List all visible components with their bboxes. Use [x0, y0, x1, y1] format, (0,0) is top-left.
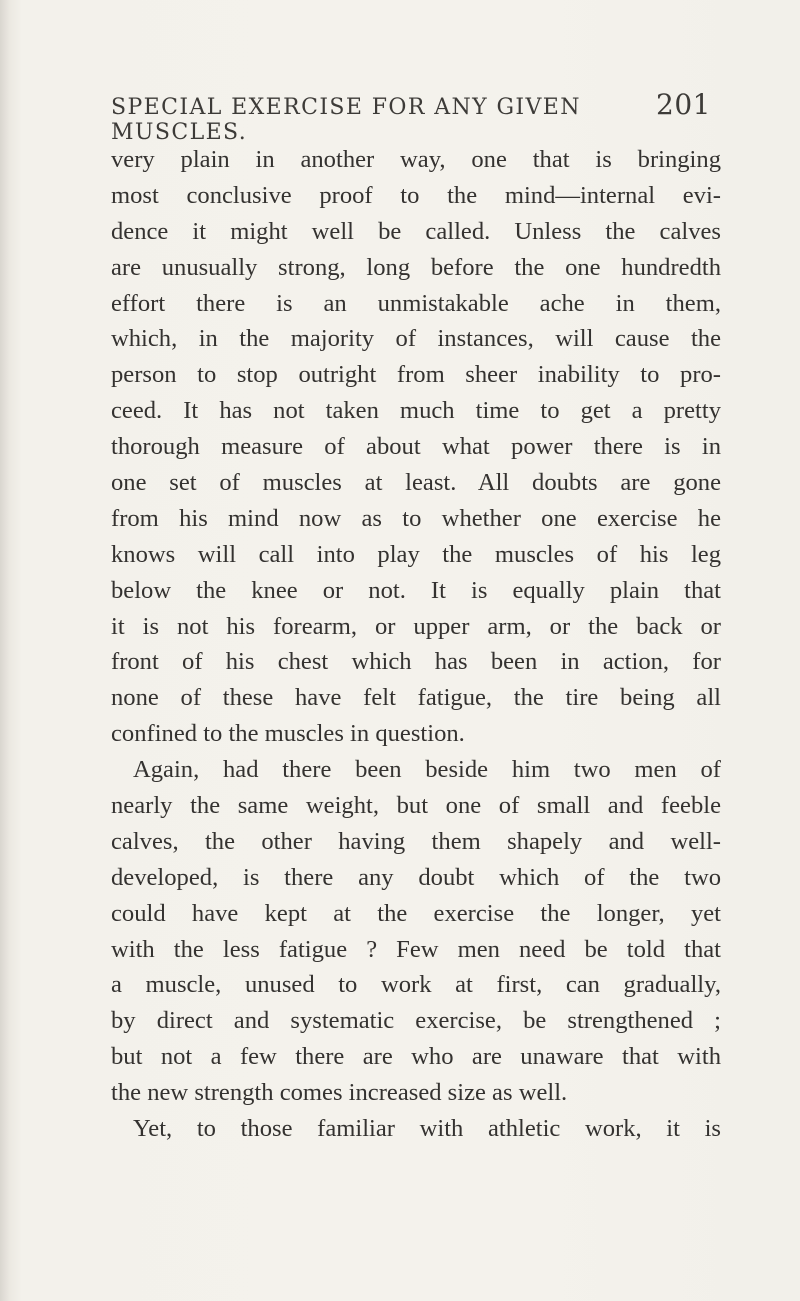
- text-line: the new strength comes increased size as well.: [111, 1079, 568, 1107]
- text-line: front of his chest which has been in action, for: [111, 648, 721, 676]
- text-line: dence it might well be called. Unless the calves: [111, 217, 721, 245]
- text-line: Yet, to those familiar with athletic work, it is: [133, 1115, 721, 1143]
- text-line: by direct and systematic exercise, be strengthened ;: [111, 1007, 721, 1035]
- text-line: thorough measure of about what power there is in: [111, 433, 721, 461]
- text-line: calves, the other having them shapely and well-: [111, 827, 721, 855]
- text-line: effort there is an unmistakable ache in them,: [111, 289, 721, 317]
- text-line: nearly the same weight, but one of small and feeble: [111, 792, 721, 820]
- text-line: ceed. It has not taken much time to get a pretty: [111, 397, 721, 425]
- text-line: are unusually strong, long before the one hundredth: [111, 253, 721, 281]
- text-line: one set of muscles at least. All doubts are gone: [111, 469, 721, 497]
- text-line: from his mind now as to whether one exercise he: [111, 504, 721, 532]
- text-line: it is not his forearm, or upper arm, or the back or: [111, 612, 721, 640]
- running-head: [111, 88, 711, 145]
- text-line: knows will call into play the muscles of his leg: [111, 540, 721, 568]
- text-line: but not a few there are who are unaware that with: [111, 1043, 721, 1071]
- text-line: very plain in another way, one that is bringing: [111, 146, 721, 173]
- text-line: developed, is there any doubt which of the two: [111, 863, 721, 891]
- text-line: could have kept at the exercise the longer, yet: [111, 899, 721, 927]
- text-line: most conclusive proof to the mind—internal evi-: [111, 181, 721, 209]
- text-line: none of these have felt fatigue, the tire being all: [111, 684, 721, 712]
- text-line: confined to the muscles in question.: [111, 720, 465, 748]
- text-line: person to stop outright from sheer inability to pro-: [111, 361, 721, 389]
- body-text: [111, 142, 721, 1147]
- text-line: below the knee or not. It is equally plain that: [111, 576, 721, 604]
- running-head-title: SPECIAL EXERCISE FOR ANY GIVEN MUSCLES.: [111, 95, 581, 145]
- text-line: which, in the majority of instances, will cause the: [111, 325, 721, 353]
- page-number: 201: [656, 88, 711, 121]
- text-line: with the less fatigue ? Few men need be told that: [111, 935, 721, 963]
- text-line: a muscle, unused to work at first, can gradually,: [111, 971, 721, 999]
- text-line: Again, had there been beside him two men of: [133, 756, 721, 784]
